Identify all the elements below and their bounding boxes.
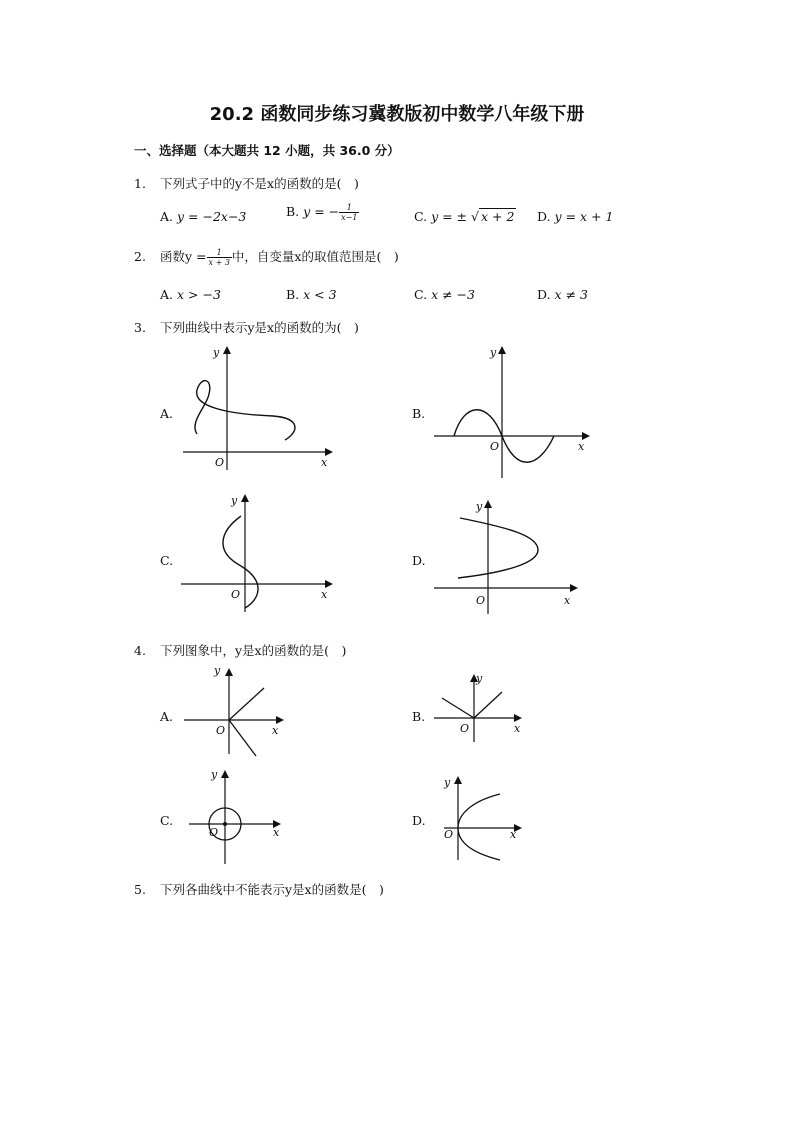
y-axis-label: y	[476, 500, 483, 513]
x-axis-arrow	[276, 716, 284, 724]
option-letter: D.	[537, 287, 551, 302]
q3-label-c[interactable]: C.	[160, 553, 174, 568]
ray-up	[229, 688, 264, 720]
option-letter: C.	[414, 287, 428, 302]
fraction-numerator: 1	[207, 248, 232, 258]
q1-option-c[interactable]	[414, 209, 516, 224]
ray-left	[442, 698, 474, 718]
option-letter: A.	[160, 209, 174, 224]
q3-graph-d	[430, 496, 590, 616]
q2-option-d[interactable]	[537, 287, 588, 302]
option-text: x ≠ −3	[431, 287, 475, 302]
option-letter: A.	[160, 287, 174, 302]
option-text: y = x + 1	[554, 209, 614, 224]
y-axis-arrow	[225, 668, 233, 676]
option-letter: C.	[414, 209, 428, 224]
y-axis-label: y	[214, 664, 221, 677]
parabola	[458, 794, 500, 860]
q4-label-d[interactable]: D.	[412, 813, 426, 828]
ray-right	[474, 692, 502, 718]
q4-label-a[interactable]: A.	[160, 709, 174, 724]
section-heading: 一、选择题（本大题共 12 小题，共 36.0 分）	[134, 143, 400, 158]
option-letter: B.	[286, 287, 300, 302]
question-stem: 下列各曲线中不能表示y是x的函数是( )	[160, 882, 384, 897]
curve	[223, 516, 258, 608]
question-number: 3.	[134, 320, 146, 335]
q4-graph-b	[430, 670, 530, 750]
q3-graph-c	[175, 490, 335, 620]
y-axis-arrow	[223, 346, 231, 354]
option-text: x < 3	[303, 287, 337, 302]
question-4	[134, 641, 346, 659]
q3-graph-b	[430, 342, 595, 482]
q4-graph-d	[440, 772, 530, 862]
origin-label: O	[216, 724, 226, 737]
q3-label-d[interactable]: D.	[412, 553, 426, 568]
q4-graph-c	[185, 766, 285, 866]
q1-option-d[interactable]	[537, 209, 613, 224]
x-axis-label: x	[273, 826, 280, 839]
x-axis-label: x	[564, 594, 571, 607]
q3-graph-a	[175, 342, 335, 472]
option-text: y = ±	[431, 209, 468, 224]
fraction-denominator: x + 3	[208, 258, 230, 267]
x-axis-arrow	[325, 448, 333, 456]
question-stem: 下列式子中的y不是x的函数的是( )	[160, 176, 359, 191]
origin-label: O	[209, 826, 219, 839]
page-title: 20.2 函数同步练习冀教版初中数学八年级下册	[209, 104, 585, 125]
q1-option-a[interactable]	[160, 209, 246, 224]
x-axis-arrow	[514, 714, 522, 722]
question-1	[134, 174, 359, 192]
question-2	[134, 247, 399, 267]
question-stem: 下列曲线中表示y是x的函数的为( )	[160, 320, 359, 335]
option-letter: B.	[286, 204, 300, 219]
origin-label: O	[476, 594, 486, 607]
question-number: 4.	[134, 643, 146, 658]
radicand: x + 2	[481, 209, 515, 224]
x-axis-label: x	[321, 456, 328, 469]
fraction	[207, 248, 232, 267]
y-axis-label: y	[231, 494, 238, 507]
x-axis-label: x	[510, 828, 517, 841]
y-axis-arrow	[454, 776, 462, 784]
curve	[195, 381, 295, 440]
q2-option-b[interactable]	[286, 287, 337, 302]
option-text: x ≠ 3	[554, 287, 588, 302]
question-number: 2.	[134, 249, 146, 264]
y-axis-arrow	[241, 494, 249, 502]
x-axis-label: x	[514, 722, 521, 735]
y-axis-label: y	[211, 768, 218, 781]
origin-label: O	[490, 440, 500, 453]
origin-label: O	[231, 588, 241, 601]
q3-label-a[interactable]: A.	[160, 406, 174, 421]
x-axis-arrow	[325, 580, 333, 588]
center-dot	[223, 822, 227, 826]
q4-label-c[interactable]: C.	[160, 813, 174, 828]
origin-label: O	[444, 828, 454, 841]
option-text: y = −	[303, 204, 340, 219]
x-axis-label: x	[578, 440, 585, 453]
q4-label-b[interactable]: B.	[412, 709, 426, 724]
x-axis-label: x	[272, 724, 279, 737]
question-5	[134, 880, 384, 898]
y-axis-label: y	[213, 346, 220, 359]
sqrt-symbol: √	[471, 209, 479, 224]
option-text: x > −3	[177, 287, 221, 302]
option-letter: D.	[537, 209, 551, 224]
y-axis-label: y	[490, 346, 497, 359]
question-3	[134, 318, 359, 336]
q3-label-b[interactable]: B.	[412, 406, 426, 421]
question-number: 1.	[134, 176, 146, 191]
question-stem: 下列图象中，y是x的函数的是( )	[160, 643, 347, 658]
q4-graph-a	[180, 664, 290, 756]
origin-label: O	[215, 456, 225, 469]
y-axis-arrow	[221, 770, 229, 778]
x-axis-arrow	[582, 432, 590, 440]
q1-option-b[interactable]	[286, 203, 359, 222]
q2-option-a[interactable]	[160, 287, 221, 302]
ray-down	[229, 720, 256, 756]
fraction	[339, 203, 359, 222]
q2-option-c[interactable]	[414, 287, 475, 302]
y-axis-arrow	[498, 346, 506, 354]
y-axis-label: y	[444, 776, 451, 789]
x-axis-label: x	[321, 588, 328, 601]
fraction-numerator: 1	[339, 203, 359, 213]
origin-label: O	[460, 722, 470, 735]
fraction-denominator: x−1	[341, 213, 358, 222]
curve	[458, 518, 538, 578]
option-text: y = −2x−3	[177, 209, 247, 224]
question-number: 5.	[134, 882, 146, 897]
question-stem-prefix: 函数y =	[160, 249, 207, 264]
x-axis-arrow	[570, 584, 578, 592]
question-stem-suffix: 中，自变量x的取值范围是( )	[231, 249, 399, 264]
y-axis-arrow	[484, 500, 492, 508]
y-axis-label: y	[476, 672, 483, 685]
